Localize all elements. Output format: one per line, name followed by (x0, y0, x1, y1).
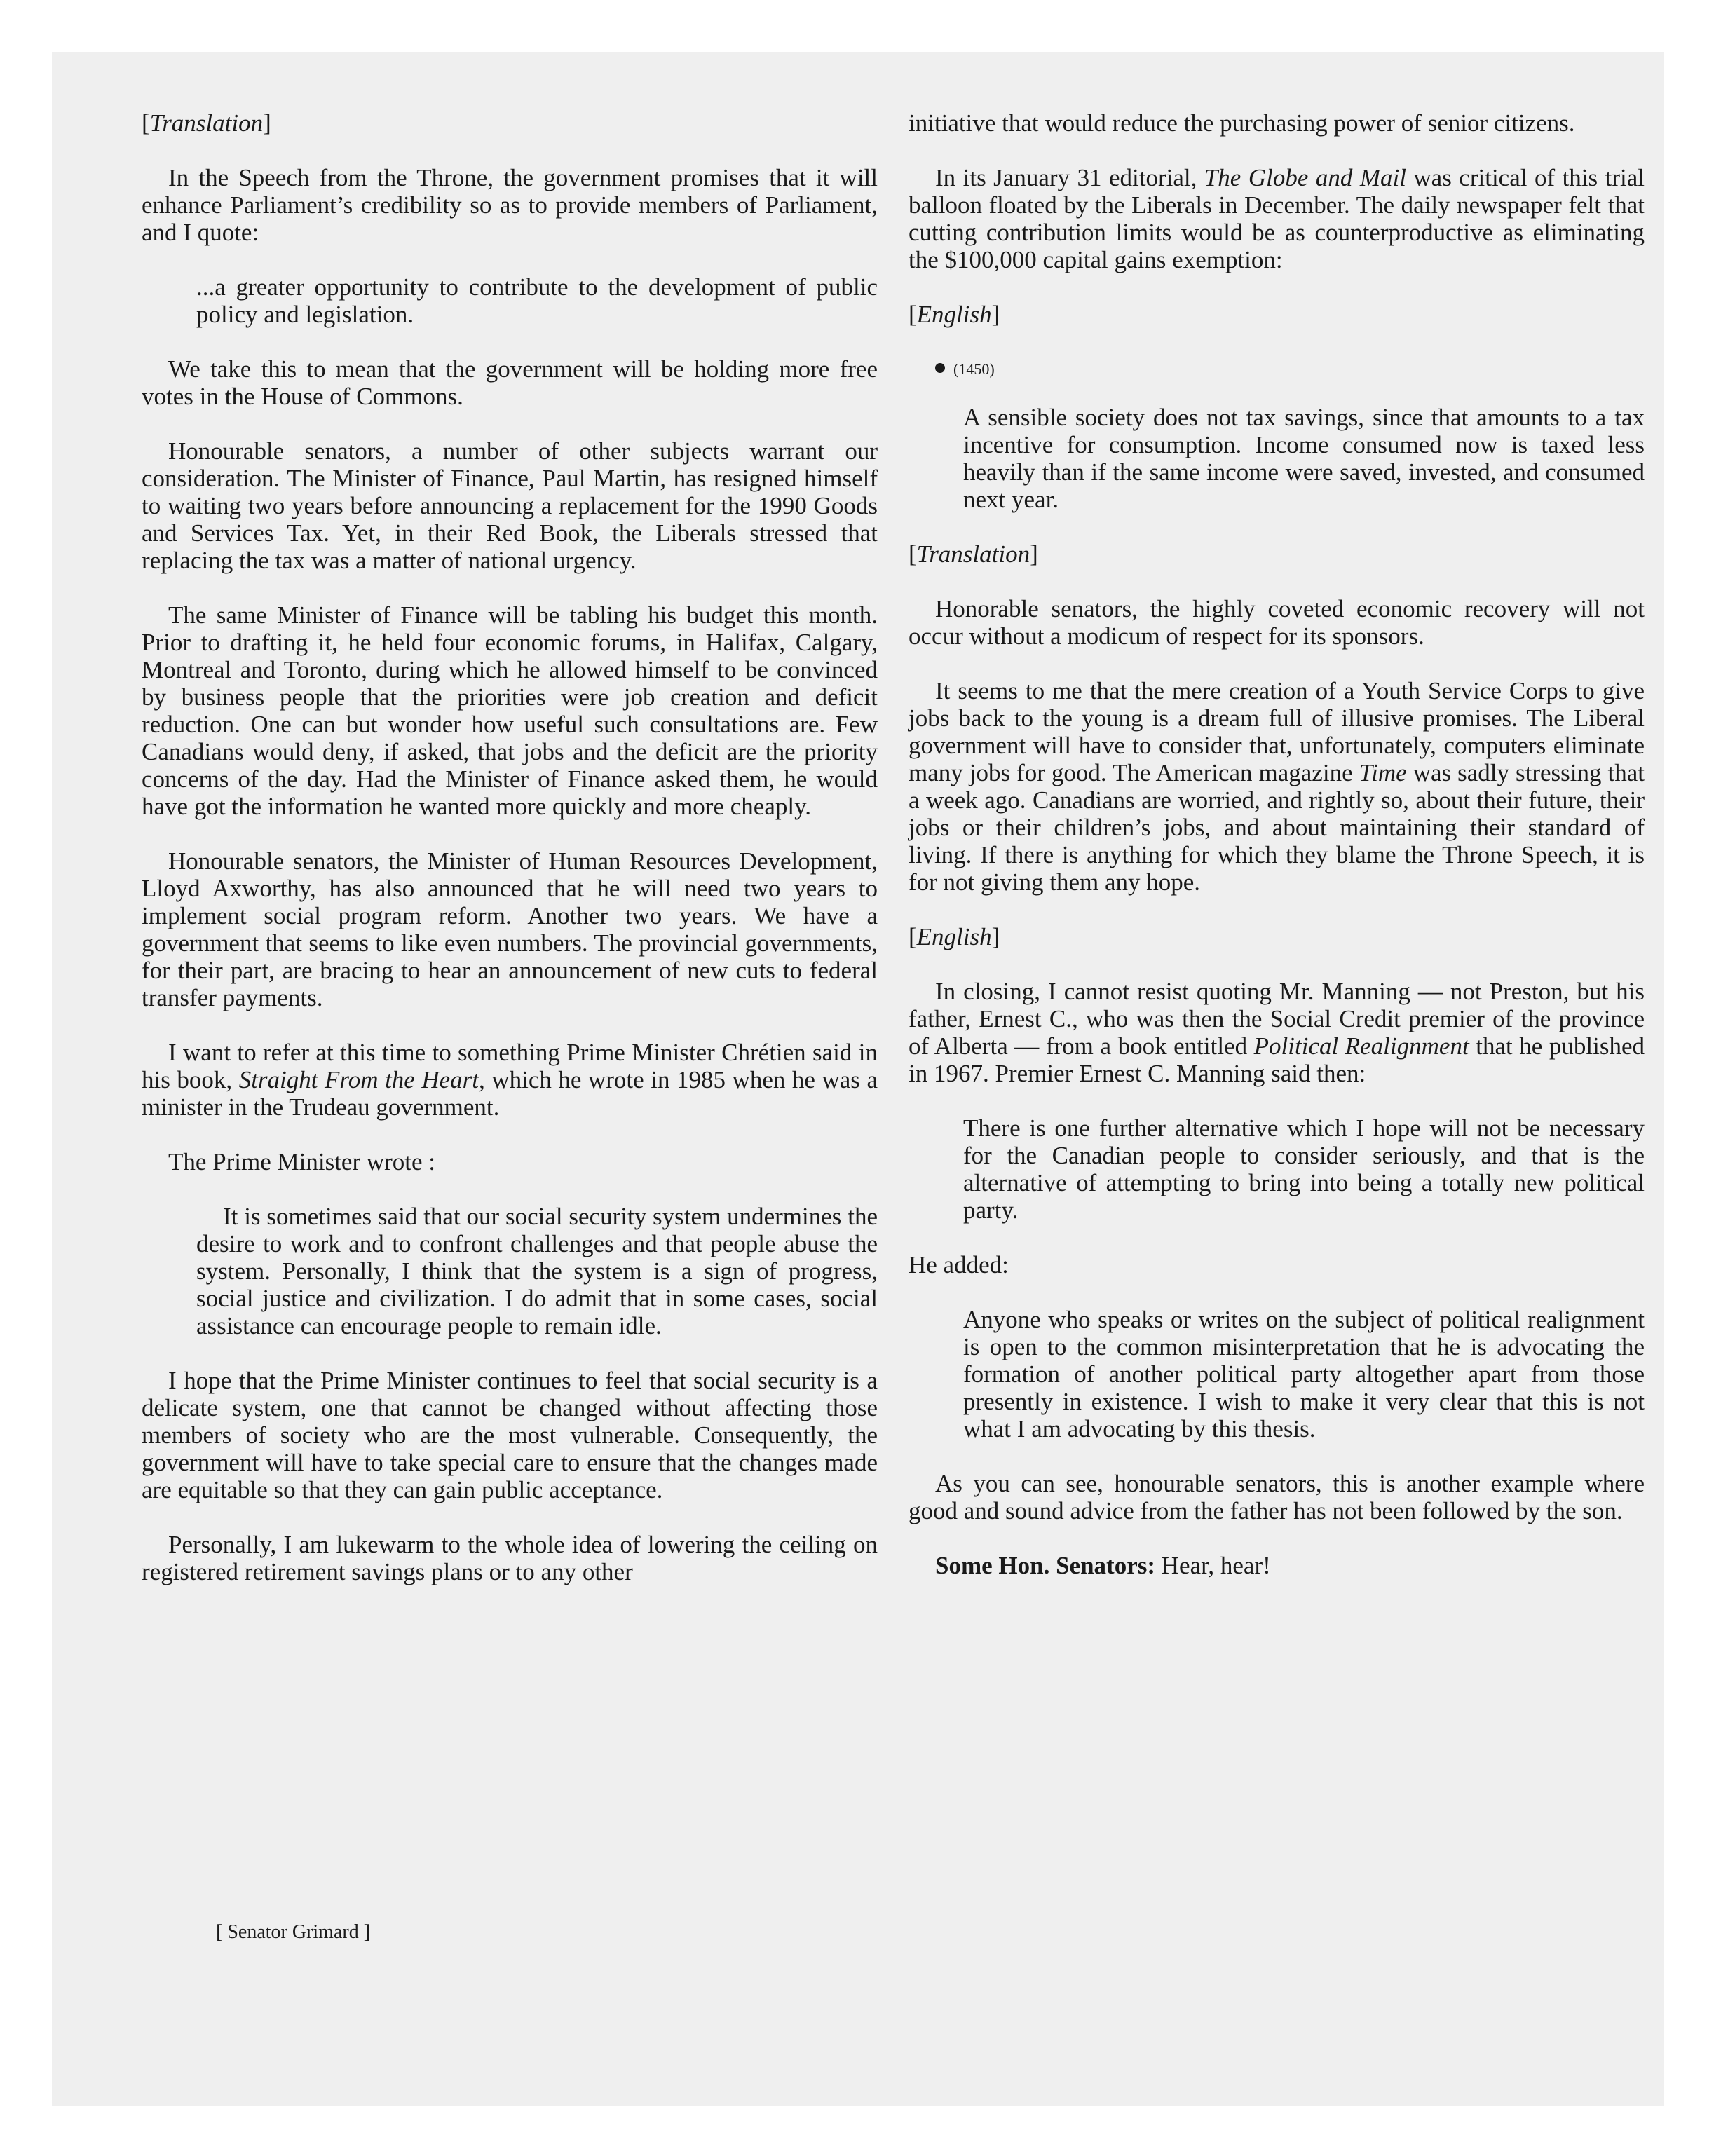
magazine-title: Time (1359, 759, 1407, 786)
block-quote: A sensible society does not tax savings, since that amounts to a tax incentive for consumption. Income consumed now is taxed less heavily than if the same income were saved, invested, and consumed next year. (963, 404, 1645, 513)
paragraph: initiative that would reduce the purchasing power of senior citizens. (909, 109, 1575, 137)
page-sheet (52, 52, 1664, 2106)
paragraph (909, 164, 1645, 273)
paragraph: The Prime Minister wrote : (168, 1148, 436, 1175)
paragraph (142, 1039, 878, 1121)
text-run: In its January 31 editorial, (935, 164, 1204, 191)
text-run: that he published in 1967. Premier Ernest C. Manning said then: (909, 1032, 1645, 1087)
text-run: was sadly stressing that a week ago. Canadians are worried, and rightly so, about their future, their jobs or their children’s jobs, and about maintaining their standard of living. If there is anything for which they blame the Throne Speech, it is for not giving them any hope. (909, 759, 1645, 896)
book-title: Political Realignment (1253, 1032, 1469, 1060)
speaker-label: Some Hon. Senators: (935, 1552, 1156, 1579)
paragraph: Personally, I am lukewarm to the whole idea of lowering the ceiling on registered retirement savings plans or to any other (142, 1531, 878, 1585)
left-column (142, 109, 878, 1613)
paragraph: We take this to mean that the government will be holding more free votes in the House of Commons. (142, 355, 878, 410)
text-run: It seems to me that the mere creation of a Youth Service Corps to give jobs back to the young is a dream full of illusive promises. The Liberal government will have to consider that, unfortunately, computers eliminate many jobs for good. The American magazine (909, 677, 1645, 786)
paragraph (909, 978, 1645, 1087)
paragraph: In the Speech from the Throne, the government promises that it will enhance Parliament’s credibility so as to provide members of Parliament, and I quote: (142, 164, 878, 246)
paragraph (909, 677, 1645, 896)
text-run: , which he wrote in 1985 when he was a minister in the Trudeau government. (142, 1066, 878, 1121)
english-tag: [English] (909, 301, 1000, 328)
text-run: I want to refer at this time to something Prime Minister Chrétien said in his book, (142, 1039, 878, 1093)
paragraph: Honourable senators, a number of other subjects warrant our consideration. The Minister of Finance, Paul Martin, has resigned himself to waiting two years before announcing a replacement for the 1990 Goods and Services Tax. Yet, in their Red Book, the Liberals stressed that replacing the tax was a matter of national urgency. (142, 437, 878, 574)
block-quote: ...a greater opportunity to contribute to the development of public policy and legislation. (196, 273, 878, 328)
block-quote: Anyone who speaks or writes on the subject of political realignment is open to the common misinterpretation that he is advocating the formation of another political party altogether apart from those presently in existence. I wish to make it very clear that this is not what I am advocating by this thesis. (963, 1306, 1645, 1442)
newspaper-title: The Globe and Mail (1204, 164, 1406, 191)
bullet-icon (935, 363, 945, 373)
paragraph: He added: (909, 1251, 1009, 1278)
speaker-line (909, 1552, 1645, 1579)
speaker-text: Hear, hear! (1155, 1552, 1271, 1579)
paragraph: Honourable senators, the Minister of Human Resources Development, Lloyd Axworthy, has also announced that he will need two years to implement social program reform. Another two years. We have a government that seems to like even numbers. The provincial governments, for their part, are bracing to hear an announcement of new cuts to federal transfer payments. (142, 847, 878, 1011)
translation-tag: [Translation] (909, 540, 1038, 568)
paragraph: I hope that the Prime Minister continues to feel that social security is a delicate system, one that cannot be changed without affecting those members of society who are the most vulnerable. Consequently, the government will have to take special care to ensure that the changes made are equitable so that they can gain public acceptance. (142, 1367, 878, 1503)
paragraph: Honorable senators, the highly coveted economic recovery will not occur without a modicum of respect for its sponsors. (909, 595, 1645, 650)
time-marker: (1450) (909, 355, 1645, 383)
book-title: Straight From the Heart (238, 1066, 479, 1093)
paragraph: As you can see, honourable senators, this is another example where good and sound advice from the father has not been followed by the son. (909, 1470, 1645, 1524)
running-footer: [ Senator Grimard ] (216, 1921, 371, 1943)
right-column (909, 109, 1645, 1606)
text-run: was critical of this trial balloon floated by the Liberals in December. The daily newspaper felt that cutting contribution limits would be as counterproductive as eliminating the $100,000 capital gains exemption: (909, 164, 1645, 273)
english-tag: [English] (909, 923, 1000, 950)
paragraph: The same Minister of Finance will be tabling his budget this month. Prior to drafting it, he held four economic forums, in Halifax, Calgary, Montreal and Toronto, during which he allowed himself to be convinced by business people that the priorities were job creation and deficit reduction. One can but wonder how useful such consultations are. Few Canadians would deny, if asked, that jobs and the deficit are the priority concerns of the day. Had the Minister of Finance asked them, he would have got the information he wanted more quickly and more cheaply. (142, 601, 878, 820)
block-quote: There is one further alternative which I hope will not be necessary for the Canadian people to consider seriously, and that is the alternative of attempting to bring into being a totally new political party. (963, 1114, 1645, 1224)
text-run: In closing, I cannot resist quoting Mr. Manning — not Preston, but his father, Ernest C., who was then the Social Credit premier of the province of Alberta — from a book entitled (909, 978, 1645, 1060)
translation-tag: [Translation] (142, 109, 271, 137)
block-quote: It is sometimes said that our social security system undermines the desire to work and to confront challenges and that people abuse the system. Personally, I think that the system is a sign of progress, social justice and civilization. I do admit that in some cases, social assistance can encourage people to remain idle. (196, 1203, 878, 1339)
